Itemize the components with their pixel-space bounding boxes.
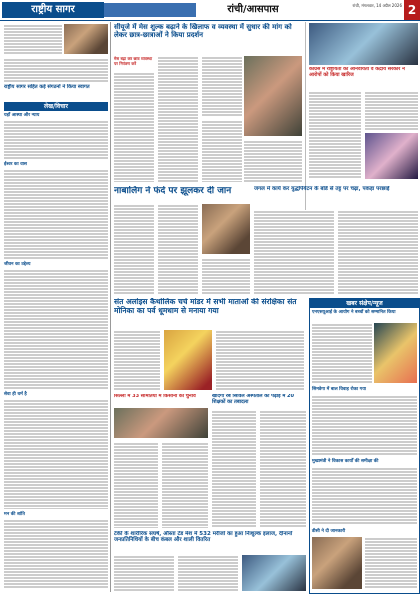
story4-text <box>114 330 160 390</box>
masthead-strip <box>104 3 196 17</box>
page-number: 2 <box>404 0 420 20</box>
story1-text <box>158 56 198 182</box>
left-photo <box>64 24 108 54</box>
right-photo <box>365 133 418 179</box>
brief-photo <box>312 537 362 589</box>
story1-headline: सीयूजे में मेस शुल्क बढ़ाने के खिलाफ व व्यवस्था में सुधार की मांग को लेकर छात्र-छात्राओं ने किया प्रदर्शन <box>114 23 292 40</box>
left-subhead: मन की शांति <box>4 512 25 517</box>
story2-text <box>114 204 154 294</box>
left-box-title: लेख/विचार <box>4 102 108 111</box>
news-brief-title: खबर संक्षेप/न्यूज <box>310 299 419 308</box>
brief-headline: डीसी ने दी जानकारी <box>312 529 346 534</box>
left-subhead: ईश्वर का वास <box>4 162 27 167</box>
left-text-block <box>4 120 108 160</box>
story5-text <box>114 442 158 528</box>
story5-photo <box>114 408 208 438</box>
story1-text <box>114 72 154 182</box>
story5-headline: सिल्ली में 33 समितियों में किसानों का चुनाव <box>114 394 196 399</box>
left-subhead: यहाँ आस्था और न्याय <box>4 113 40 118</box>
right-text <box>365 91 418 131</box>
story2-headline: नाबालिग ने फंदे पर झूलकर दी जान <box>114 186 232 196</box>
story4-photo <box>164 330 212 390</box>
right-text <box>309 91 361 179</box>
section-title: रांची/आसपास <box>227 4 279 15</box>
newspaper-logo: राष्ट्रीय सागर <box>2 2 104 18</box>
brief-photo <box>374 323 417 383</box>
story7-photo <box>242 555 306 591</box>
story1-text <box>202 120 242 182</box>
left-text-block <box>4 269 108 389</box>
story7-text <box>114 555 174 591</box>
story1-subhead: मेस बढ़ा कर छात्र व्यवस्था पर नियंत्रण करें <box>114 56 152 66</box>
left-lead-headline: राष्ट्रीय सागर सहित कई संगठनों ने किया स्वागत <box>4 84 90 90</box>
brief-text <box>365 537 417 589</box>
story7-headline: टेकी के शारीरिक संघर्ष, औस्ता टेंड मेंश में 532 मरीजों का हुआ निःशुल्क इलाज, दीनानों जनप्रतिनिधियों के बीच कंबल और शाली वितरित <box>114 531 293 544</box>
story3-text <box>338 210 418 294</box>
left-text-block <box>4 24 62 54</box>
left-subhead: जीवन का उद्देश्य <box>4 262 31 267</box>
story7-text <box>178 555 238 591</box>
left-text-block <box>4 169 108 259</box>
brief-headline: सिमडेगा में बाल विवाह रोका गया <box>312 387 366 392</box>
left-text-block <box>4 519 108 589</box>
brief-text <box>312 323 372 383</box>
left-subhead: सेवा ही धर्म है <box>4 392 27 397</box>
masthead-rule <box>0 20 420 21</box>
story6-text <box>212 410 256 528</box>
story4-headline: संत अलोइस कैथोलिक चर्च मांडर में सभी माताओं की संरक्षिका संत मोनिका का पर्व धूमधाम से मनाया गया <box>114 298 297 315</box>
brief-text <box>312 395 417 455</box>
brief-headline: एनएसयूआई के आयोग ने बच्चों को सम्मानित किया <box>312 310 396 315</box>
left-text-block <box>4 58 108 82</box>
story1-photo <box>244 56 302 136</box>
story2-text <box>202 258 250 294</box>
story2-text <box>158 204 198 294</box>
story2-photo <box>202 204 250 254</box>
story4-text <box>216 330 304 390</box>
left-text-block <box>4 399 108 509</box>
story5-text <box>162 442 208 528</box>
brief-headline: मुख्यमंत्री ने विकास कार्यों की समीक्षा की <box>312 459 379 464</box>
right-top-photo <box>309 23 418 65</box>
story6-text <box>260 410 306 528</box>
masthead <box>0 0 420 20</box>
story1-text <box>244 140 302 182</box>
story6-headline: खादगा रब सिविल अस्पताल की पढ़ाई में 20 शिक्षकों का तबादला <box>212 394 295 405</box>
right-story-a-headline: कांग्रेस में राष्ट्रीयता की अनिवार्यता व केंद्रीय सरकार ने आरोपों को किया खारिज <box>309 67 405 78</box>
story1-text <box>202 56 242 116</box>
brief-text <box>312 467 417 525</box>
date-line: रांची, मंगलवार, 14 अप्रैल 2026 <box>352 3 402 8</box>
news-brief-box <box>309 298 420 594</box>
left-column <box>2 22 111 592</box>
story3-headline: जंगल में कार्य कर युद्धपिर्यटन के बोर्ड से तट्ट पर चढ़ा, पकड़ा परछाई <box>254 186 390 192</box>
story3-text <box>254 210 334 294</box>
